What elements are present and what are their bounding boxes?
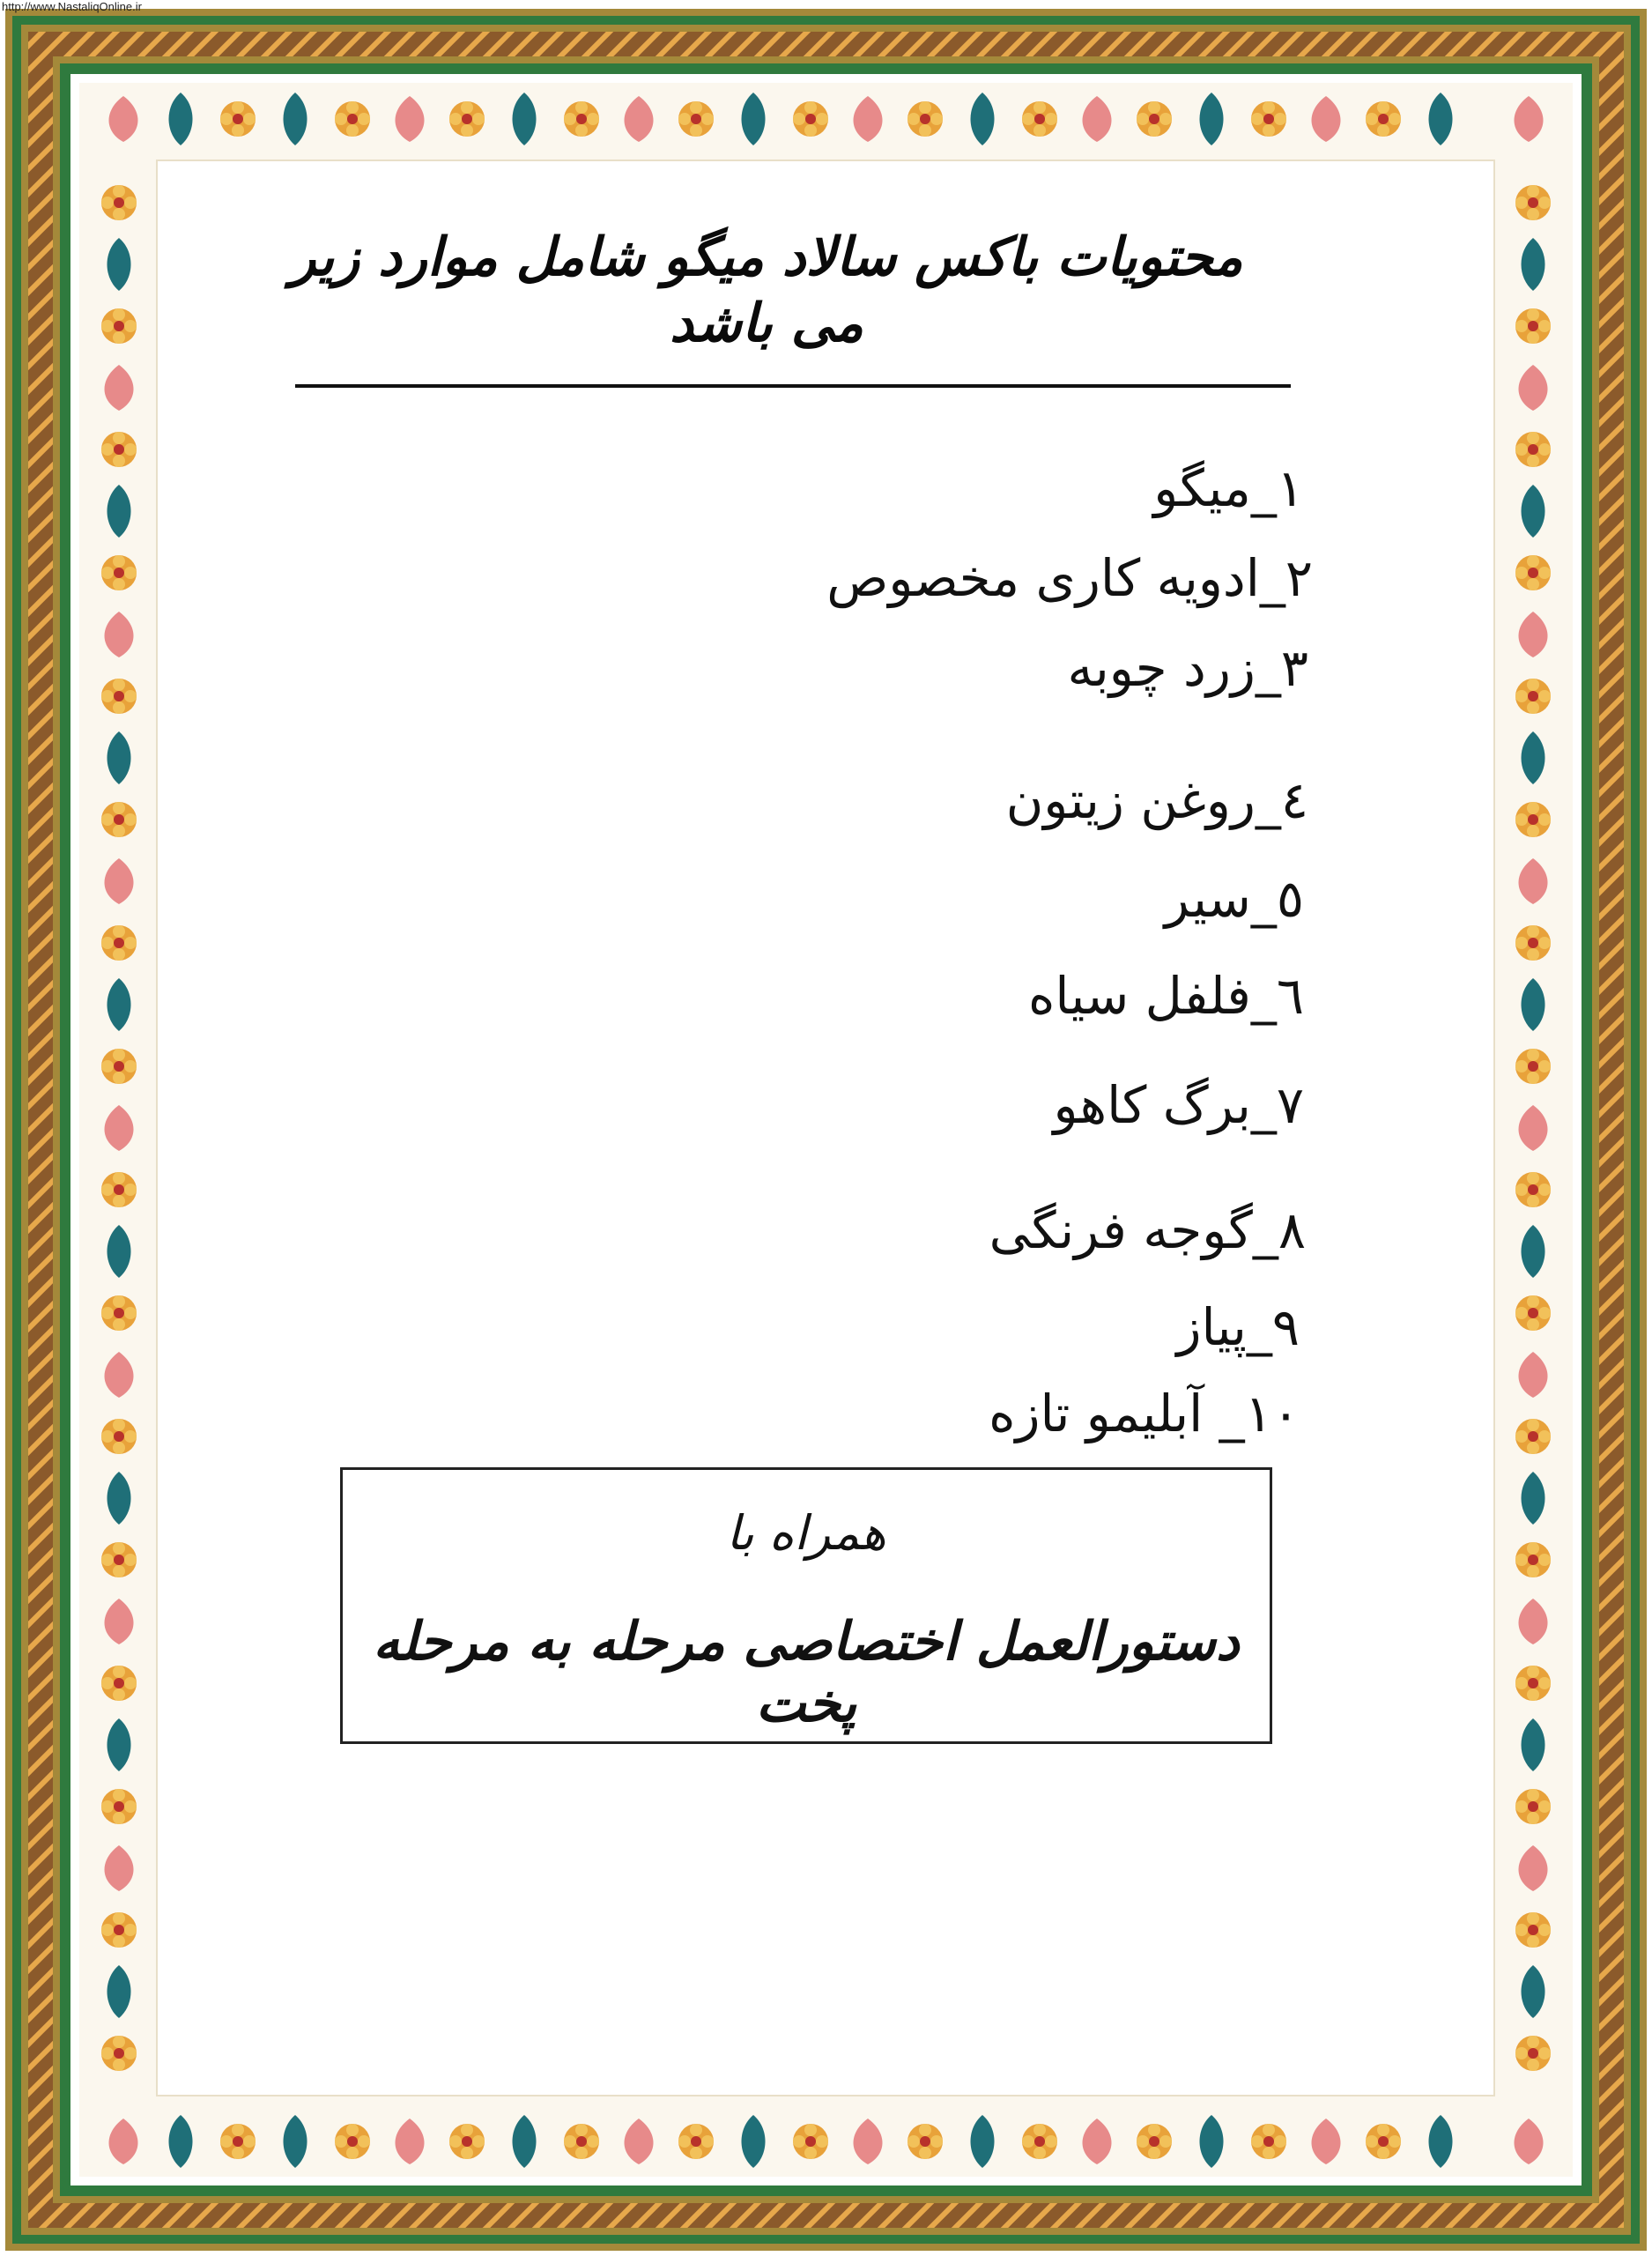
list-item: ٤_روغن زیتون (1005, 770, 1308, 830)
list-item: ۸_گوجه فرنگی (989, 1200, 1306, 1260)
watermark-url[interactable]: http://www.NastaliqOnline.ir (2, 0, 142, 13)
page-title: محتویات باکس سالاد میگو شامل موارد زیر می باشد (290, 226, 1243, 354)
note-line-2: دستورالعمل اختصاصی مرحله به مرحله پخت (373, 1611, 1240, 1734)
list-item: ٥_سیر (1164, 869, 1304, 929)
note-line-1: همراه با (726, 1505, 886, 1561)
list-item: ٦_فلفل سیاه (1028, 966, 1304, 1026)
list-item: ۷_برگ کاهو (1053, 1075, 1304, 1135)
list-item: ۲_ادویه کاری مخصوص (826, 548, 1313, 608)
list-item: ۳_زرد چوبه (1067, 638, 1308, 698)
list-item: ۹_پیاز (1176, 1297, 1300, 1357)
title-underline (295, 384, 1291, 388)
list-item: ۱_میگو (1153, 458, 1304, 518)
recipe-note-box (340, 1467, 1272, 1744)
list-item: ۱۰_ آبلیمو تازه (989, 1384, 1300, 1443)
